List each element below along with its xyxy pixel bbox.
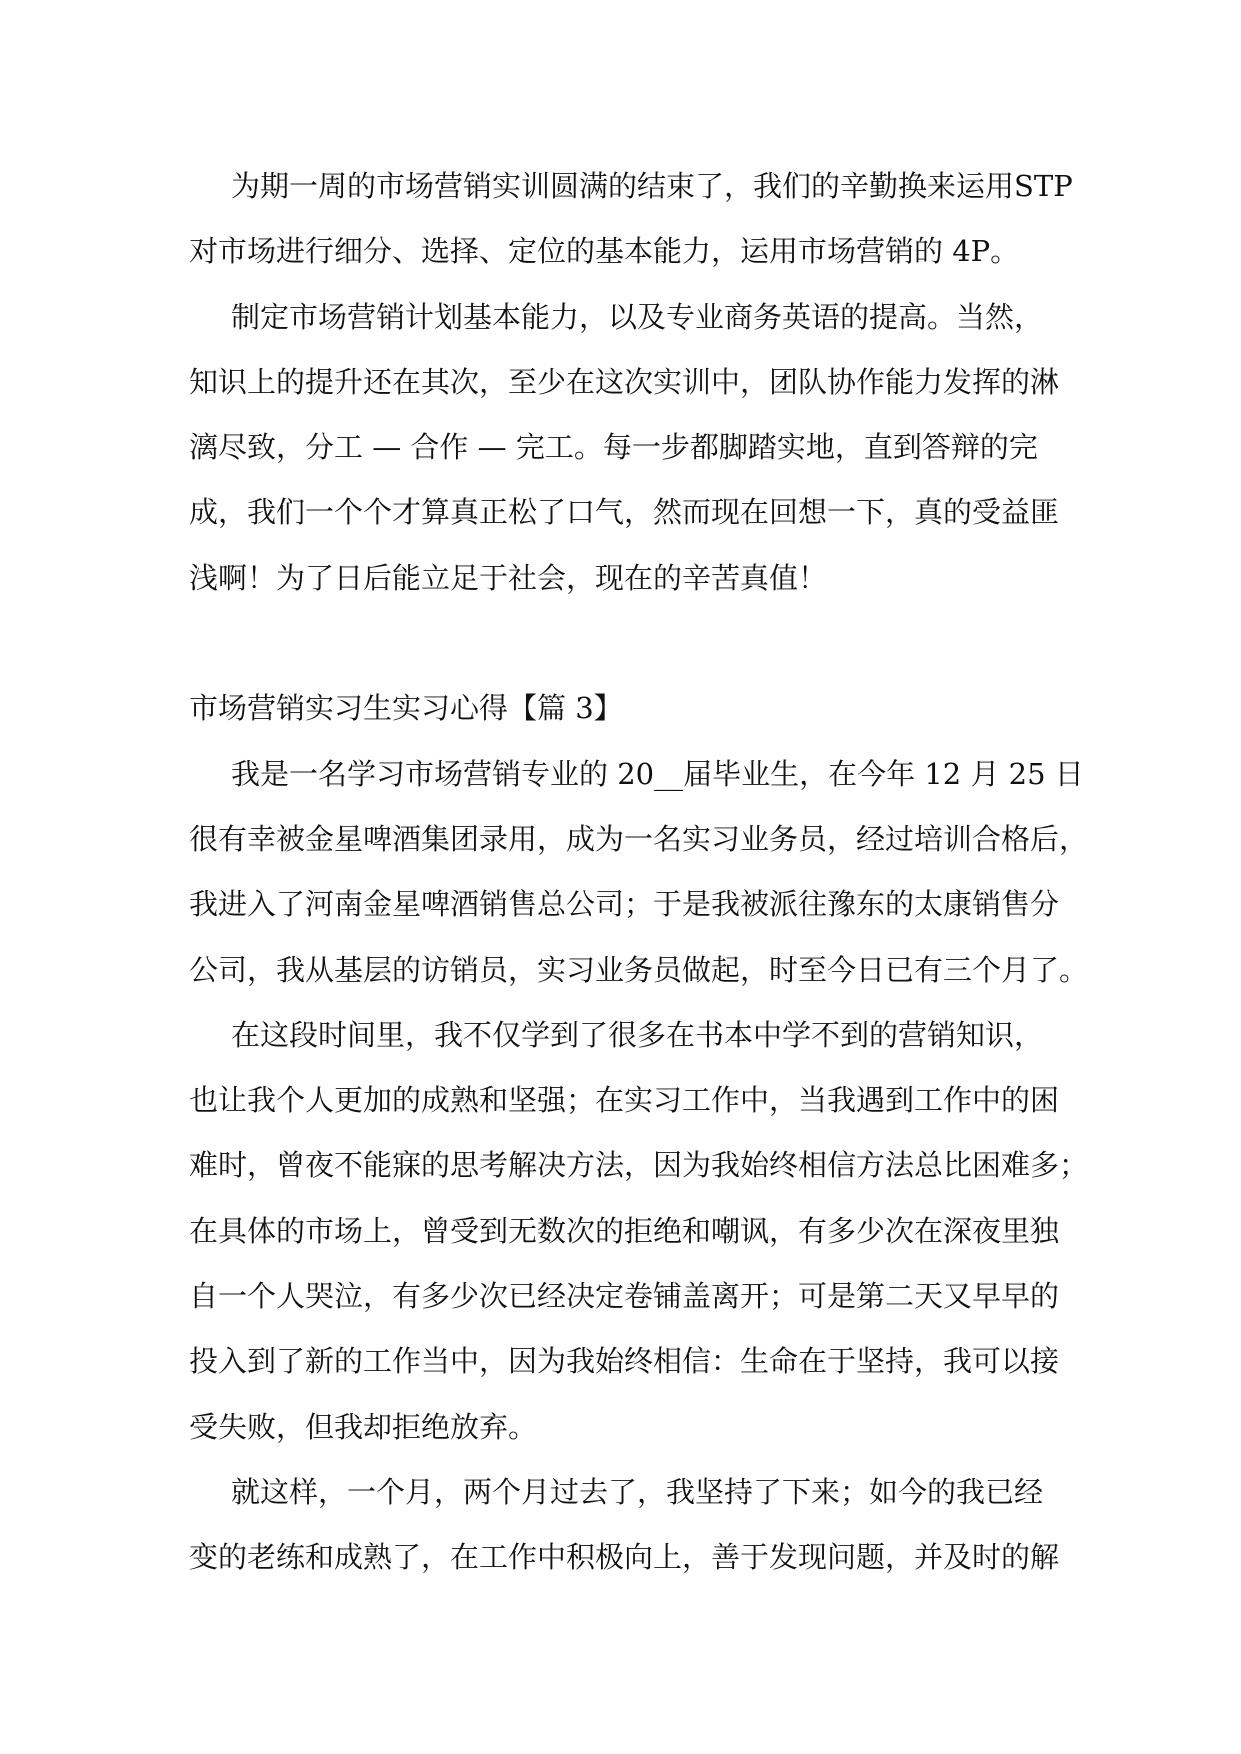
text-line: 漓尽致，分工 — 合作 — 完工。每一步都脚踏实地，直到答辩的完: [189, 430, 1038, 465]
text-line: 也让我个人更加的成熟和坚强；在实习工作中，当我遇到工作中的困: [189, 1083, 1060, 1118]
text-line: 为期一周的市场营销实训圆满的结束了，我们的辛勤换来运用STP: [231, 169, 1073, 203]
section-heading: 市场营销实习生实习心得【篇 3】: [189, 691, 623, 726]
text-line: 浅啊！为了日后能立足于社会，现在的辛苦真值！: [189, 560, 828, 595]
text-line: 我是一名学习市场营销专业的 20__届毕业生，在今年 12 月 25 日: [231, 756, 1084, 791]
text-line: 在这段时间里，我不仅学到了很多在书本中学不到的营销知识，: [231, 1017, 1044, 1052]
paragraph: [189, 1003, 1129, 1460]
text-line: 成，我们一个个才算真正松了口气，然而现在回想一下，真的受益匪: [189, 495, 1060, 530]
text-line: 我进入了河南金星啤酒销售总公司；于是我被派往豫东的太康销售分: [189, 887, 1060, 922]
text-line: 对市场进行细分、选择、定位的基本能力，运用市场营销的 4P。: [189, 234, 1020, 269]
text-line: 投入到了新的工作当中，因为我始终相信：生命在于坚持，我可以接: [189, 1344, 1060, 1379]
text-line: 就这样，一个月，两个月过去了，我坚持了下来；如今的我已经: [231, 1474, 1044, 1509]
text-line: 知识上的提升还在其次，至少在这次实训中，团队协作能力发挥的淋: [189, 364, 1060, 399]
blank-line: [189, 611, 1129, 676]
text-line: 自一个人哭泣，有多少次已经决定卷铺盖离开；可是第二天又早早的: [189, 1279, 1060, 1314]
text-line: 在具体的市场上，曾受到无数次的拒绝和嘲讽，有多少次在深夜里独: [189, 1213, 1060, 1248]
document-body: [189, 154, 1129, 1591]
text-line: 受失败，但我却拒绝放弃。: [189, 1409, 538, 1444]
text-line: 难时，曾夜不能寐的思考解决方法，因为我始终相信方法总比困难多；: [189, 1148, 1089, 1183]
text-line: 变的老练和成熟了，在工作中积极向上，善于发现问题，并及时的解: [189, 1540, 1060, 1575]
paragraph: [189, 154, 1129, 285]
text-line: 很有幸被金星啤酒集团录用，成为一名实习业务员，经过培训合格后，: [189, 821, 1089, 856]
text-line: 公司，我从基层的访销员，实习业务员做起，时至今日已有三个月了。: [189, 952, 1089, 987]
paragraph: [189, 285, 1129, 611]
paragraph: [189, 1460, 1129, 1591]
text-line: 制定市场营销计划基本能力，以及专业商务英语的提高。当然，: [231, 299, 1044, 334]
paragraph: [189, 742, 1129, 1003]
